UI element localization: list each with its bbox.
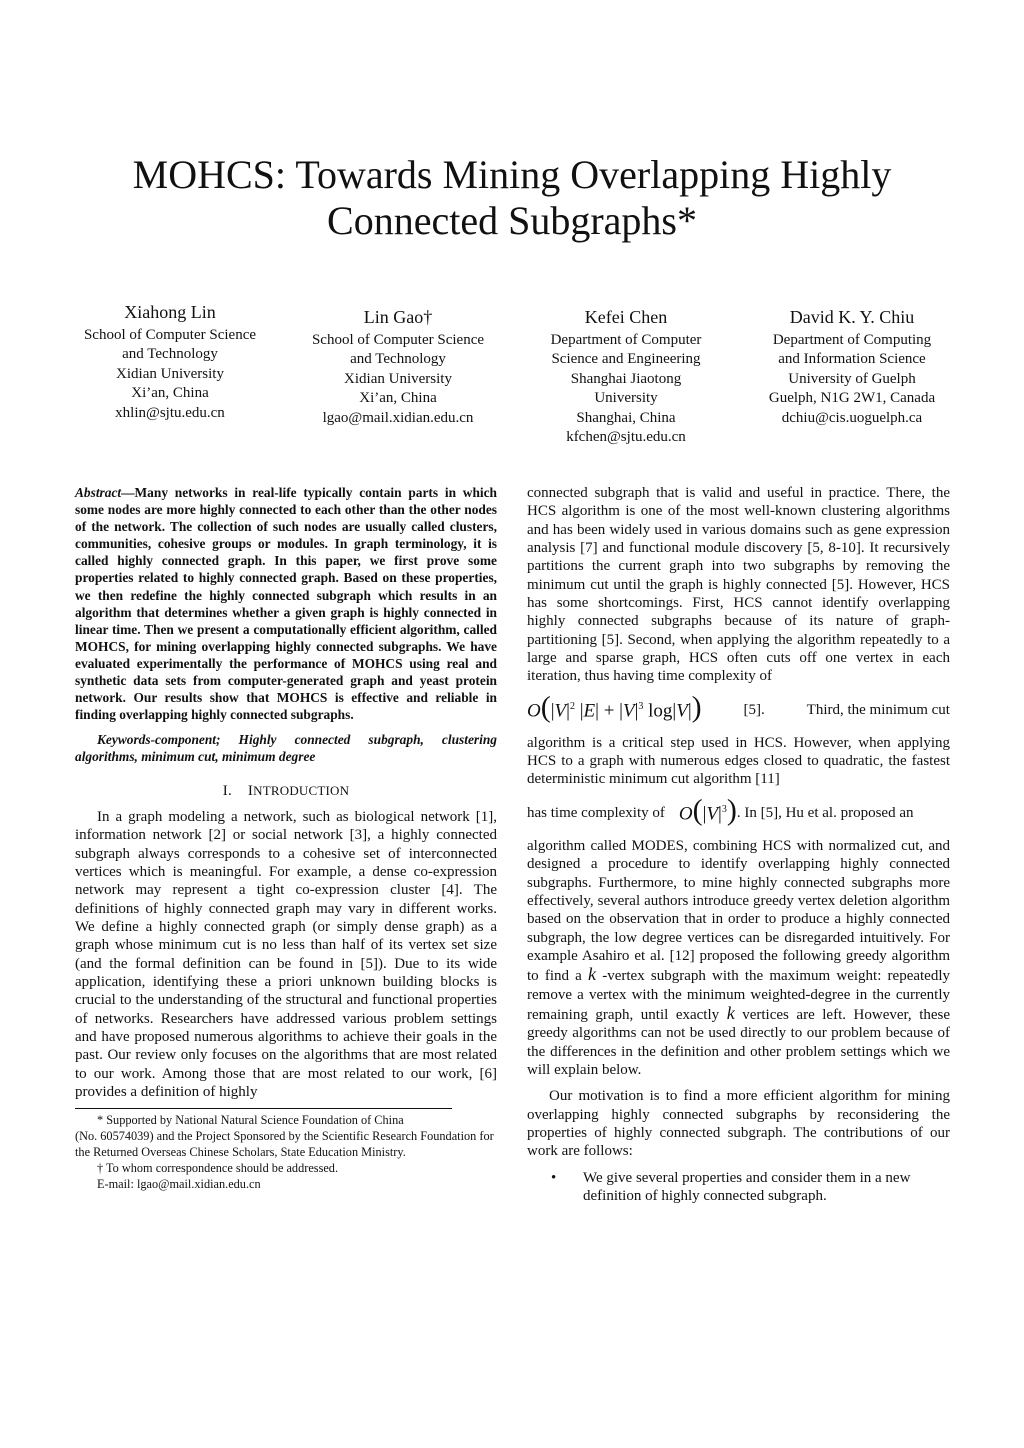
- math-pre-text: has time complexity of: [527, 804, 665, 821]
- author-affiliation-line: Science and Engineering: [551, 351, 701, 368]
- right-paragraph-1c: [527, 837, 950, 1079]
- paragraph-text: -vertex subgraph with the maximum weight: repeatedly remove a vertex with the minimum weighted-degree in the currently remaining graph, until exactly: [527, 968, 951, 1023]
- author-affiliation-line: University of Guelph: [788, 370, 916, 387]
- author-affiliation-line: and Technology: [122, 346, 218, 363]
- title-line-2: Connected Subgraphs*: [327, 198, 697, 243]
- author-affiliation-line: and Technology: [350, 351, 446, 368]
- author-affiliation-line: and Information Science: [778, 351, 926, 368]
- right-column: [527, 484, 950, 1205]
- author-affiliation-line: Department of Computer: [550, 332, 702, 348]
- author-affiliation-line: Xidian University: [344, 370, 452, 387]
- math-var-k: k: [726, 1002, 735, 1023]
- abstract-label: Abstract: [75, 485, 122, 500]
- right-paragraph-2: Our motivation is to find a more efficient algorithm for mining overlapping highly connected subgraphs by reconsidering the properties of highly connected subgraph. The contributions of our work are follows:: [527, 1088, 950, 1160]
- author-name: Kefei Chen: [584, 307, 668, 327]
- math-expression: $O(|V|^3)$: [678, 793, 737, 827]
- footnote-divider: [75, 1108, 452, 1109]
- citation: [5].: [743, 701, 765, 718]
- bullet-icon: •: [551, 1169, 557, 1186]
- author-affiliation-line: Shanghai, China: [576, 409, 676, 426]
- bullet-text: We give several properties and consider them in a new definition of highly connected subgraph.: [583, 1169, 911, 1204]
- paper-title: [80, 152, 944, 244]
- author-affiliation-line: Guelph, N1G 2W1, Canada: [768, 390, 936, 407]
- equation-hcs-complexity: [527, 688, 950, 732]
- author-block-4: [752, 306, 952, 428]
- math-expression: $O(|V|^2$ $|E| + |V|^3$ log|V|): [527, 690, 702, 724]
- author-email: xhlin@sjtu.edu.cn: [115, 404, 225, 421]
- footnote-email: E-mail: lgao@mail.xidian.edu.cn: [97, 1176, 261, 1191]
- author-name: Xiahong Lin: [124, 302, 216, 322]
- author-block-3: [526, 306, 726, 447]
- right-paragraph-1a: connected subgraph that is valid and useful in practice. There, the HCS algorithm is one of the most well-known clustering algorithms and has been widely used in various domains such as gene expression analysis [7] and functional module discovery [5, 8-10]. It recursively partitions the current graph into two subgraphs by removing the minimum cut until the graph is highly connected [5]. However, HCS has some shortcomings. First, HCS cannot identify overlapping highly connected subgraphs because of its nature of graph-partitioning [5]. Second, when applying the algorithm repeatedly to a large and sparse graph, HCS often cuts off one vertex in each iteration, thus having time complexity of: [527, 485, 950, 685]
- left-column: [75, 484, 497, 1192]
- footnote-funding: * Supported by National Natural Science Foundation of China: [97, 1113, 404, 1128]
- paragraph-text: vertices are left. However, these greedy algorithms can not be used directly to our problem because of the differences in the definition and other problem settings which we will explain below.: [527, 1006, 951, 1078]
- section-heading: [75, 782, 497, 800]
- intro-paragraph: In a graph modeling a network, such as biological network [1], information network [2] or social network [3], a highly connected subgraph always corresponds to a cohesive set of interconnected vertices which is meaningful. For example, a dense co-expression network may represent a tight co-expression cluster [4]. The definitions of highly connected graph may vary in different works. We define a highly connected graph (or simply dense graph) as a graph whose minimum cut is no less than half of its vertex set size (and the formal definition can be found in [5]). Due to its wide application, identifying these a priori unknown building blocks is crucial to the understanding of the structural and functional properties of networks. Researchers have addressed various problem settings and have proposed numerous algorithms to achieve their goals in the past. Our review only focuses on the algorithms that are most related to our work. Among those that are most related to our work, [6] provides a definition of highly: [75, 808, 497, 1100]
- author-name: Lin Gao†: [363, 307, 433, 327]
- author-block-1: [70, 301, 270, 423]
- author-email: dchiu@cis.uoguelph.ca: [781, 409, 923, 426]
- title-line-1: MOHCS: Towards Mining Overlapping Highly: [132, 152, 892, 197]
- author-name: David K. Y. Chiu: [789, 307, 915, 327]
- author-affiliation-line: Department of Computing: [772, 332, 932, 348]
- author-affiliation-line: University: [594, 390, 658, 407]
- author-email: lgao@mail.xidian.edu.cn: [322, 409, 474, 426]
- section-title-initial: I: [247, 782, 254, 799]
- footnotes: [75, 1113, 497, 1192]
- keywords: Keywords-component; Highly connected subgraph, clustering algorithms, minimum cut, minimum degree: [75, 732, 497, 765]
- math-tail-text: Third, the minimum cut: [806, 701, 950, 718]
- section-number: I.: [222, 782, 232, 799]
- spacer: [527, 1079, 950, 1087]
- footnote-correspondence: † To whom correspondence should be addressed.: [97, 1160, 339, 1175]
- math-post-text: . In [5], Hu et al. proposed an: [736, 804, 914, 821]
- right-paragraph-1b: algorithm is a critical step used in HCS. However, when applying HCS to a graph with numerous edges closed to quadratic, the fastest deterministic minimum cut algorithm [11]: [527, 734, 950, 788]
- abstract-text: —Many networks in real-life typically contain parts in which some nodes are more highly connected to each other than the other nodes of the network. The collection of such nodes are usually called clusters, communities, cohesive groups or modules. In graph terminology, it is called highly connected graph. In this paper, we first prove some properties related to highly connected graph. Based on these properties, we then redefine the highly connected subgraph which results in an algorithm that determines whether a given graph is highly connected in linear time. Then we present a computationally efficient algorithm, called MOHCS, for mining overlapping highly connected subgraphs. We have evaluated experimentally the performance of MOHCS using real and synthetic data sets from computer-generated graph and yeast protein network. Our results show that MOHCS is effective and reliable in finding overlapping highly connected subgraphs.: [75, 485, 497, 723]
- contribution-bullet: [527, 1169, 950, 1206]
- section-title-rest: NTRODUCTION: [253, 782, 350, 798]
- footnote-funding-cont: (No. 60574039) and the Project Sponsored by the Scientific Research Foundation for the Returned Overseas Chinese Scholars, State Education Ministry.: [75, 1129, 494, 1159]
- author-affiliation-line: Xi’an, China: [131, 385, 209, 402]
- author-affiliation-line: Xi’an, China: [359, 390, 437, 407]
- author-affiliation-line: Shanghai Jiaotong: [570, 370, 682, 387]
- author-block-2: [298, 306, 498, 428]
- math-var-k: k: [588, 964, 597, 985]
- abstract: [75, 484, 497, 723]
- equation-mincut-complexity: [527, 791, 950, 835]
- author-affiliation-line: School of Computer Science: [311, 332, 485, 348]
- author-affiliation-line: School of Computer Science: [83, 327, 257, 343]
- author-affiliation-line: Xidian University: [116, 365, 224, 382]
- author-email: kfchen@sjtu.edu.cn: [566, 429, 686, 446]
- paragraph-text: algorithm called MODES, combining HCS with normalized cut, and designed a procedure to identify overlapping highly connected subgraphs. Furthermore, to mine highly connected subgraphs more effectively, several authors introduce greedy vertex deletion algorithm based on the observation that in order to produce a highly connected subgraph, the low degree vertices can be disregarded intuitively. For example Asahiro et al. [12] proposed the following greedy algorithm to find a: [527, 837, 950, 985]
